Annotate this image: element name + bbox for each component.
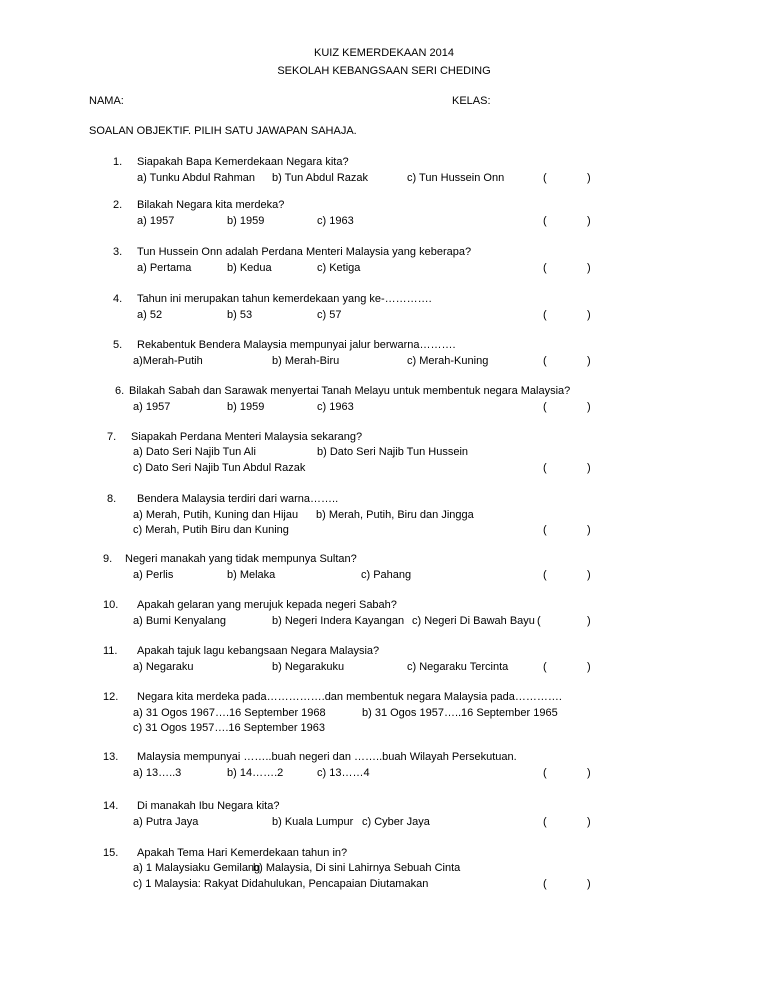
question-number: 14.	[103, 800, 119, 812]
question-text: Apakah Tema Hari Kemerdekaan tahun in?	[137, 847, 348, 859]
option-c[interactable]: c) Pahang	[361, 569, 412, 581]
option-c[interactable]: c) 57	[317, 309, 342, 321]
option-a[interactable]: a) Putra Jaya	[133, 816, 199, 828]
answer-box-close: )	[587, 878, 591, 890]
answer-box-open: (	[543, 309, 547, 321]
answer-box-open: (	[543, 661, 547, 673]
quiz-title: KUIZ KEMERDEKAAN 2014	[314, 47, 454, 59]
answer-box-open: (	[537, 615, 541, 627]
answer-box-close: )	[587, 661, 591, 673]
option-a[interactable]: a) 31 Ogos 1967….16 September 1968	[133, 707, 326, 719]
question-number: 15.	[103, 847, 119, 859]
question-number: 7.	[107, 431, 117, 443]
option-b[interactable]: b) Melaka	[227, 569, 276, 581]
school-name: SEKOLAH KEBANGSAAN SERI CHEDING	[277, 65, 491, 77]
option-a[interactable]: a) Merah, Putih, Kuning dan Hijau	[133, 509, 299, 521]
answer-box-close: )	[587, 215, 591, 227]
question-text: Di manakah Ibu Negara kita?	[137, 800, 280, 812]
answer-box-close: )	[587, 462, 591, 474]
question-text: Tun Hussein Onn adalah Perdana Menteri Malaysia yang keberapa?	[137, 246, 472, 258]
option-b[interactable]: b) Malaysia, Di sini Lahirnya Sebuah Cinta	[253, 862, 461, 874]
option-a[interactable]: a) 52	[137, 309, 163, 321]
option-b[interactable]: b) Negeri Indera Kayangan	[272, 615, 405, 627]
option-b[interactable]: b) 1959	[227, 401, 265, 413]
option-a[interactable]: a) 1 Malaysiaku Gemilang	[133, 862, 261, 874]
question-number: 4.	[113, 293, 123, 305]
answer-box-close: )	[587, 262, 591, 274]
option-c[interactable]: c) Merah, Putih Biru dan Kuning	[133, 524, 289, 536]
question-number: 6.	[115, 385, 125, 397]
option-b[interactable]: b) 14…….2	[227, 767, 284, 779]
option-a[interactable]: a) Dato Seri Najib Tun Ali	[133, 446, 256, 458]
answer-box-open: (	[543, 816, 547, 828]
answer-box-open: (	[543, 524, 547, 536]
question-text: Apakah tajuk lagu kebangsaan Negara Malaysia?	[137, 645, 380, 657]
question-number: 9.	[103, 553, 113, 565]
question-text: Bilakah Negara kita merdeka?	[137, 199, 285, 211]
option-a[interactable]: a) Pertama	[137, 262, 192, 274]
option-b[interactable]: b) Tun Abdul Razak	[272, 172, 369, 184]
kelas-label: KELAS:	[452, 95, 491, 107]
question-7	[0, 430, 768, 490]
option-c[interactable]: c) Cyber Jaya	[362, 816, 430, 828]
question-text: Rekabentuk Bendera Malaysia mempunyai jalur berwarna……….	[137, 339, 456, 351]
option-c[interactable]: c) 1963	[317, 215, 354, 227]
question-number: 1.	[113, 156, 123, 168]
instruction-text: SOALAN OBJEKTIF. PILIH SATU JAWAPAN SAHAJA.	[89, 125, 357, 137]
answer-box-close: )	[587, 767, 591, 779]
option-b[interactable]: b) 53	[227, 309, 253, 321]
option-b[interactable]: b) Merah, Putih, Biru dan Jingga	[316, 509, 474, 521]
question-text: Malaysia mempunyai ……..buah negeri dan ……..buah Wilayah Persekutuan.	[137, 751, 517, 763]
question-text: Negeri manakah yang tidak mempunya Sultan?	[125, 553, 357, 565]
option-b[interactable]: b) Dato Seri Najib Tun Hussein	[317, 446, 469, 458]
question-15	[0, 846, 768, 906]
option-c[interactable]: c) Tun Hussein Onn	[407, 172, 505, 184]
option-a[interactable]: a) 1957	[137, 215, 175, 227]
option-c[interactable]: c) 1963	[317, 401, 354, 413]
option-a[interactable]: a) Negaraku	[133, 661, 194, 673]
option-b[interactable]: b) 1959	[227, 215, 265, 227]
option-a[interactable]: a) Bumi Kenyalang	[133, 615, 226, 627]
answer-box-close: )	[587, 524, 591, 536]
nama-label: NAMA:	[89, 95, 124, 107]
answer-box-close: )	[587, 309, 591, 321]
answer-box-close: )	[587, 569, 591, 581]
option-c[interactable]: c) 31 Ogos 1957….16 September 1963	[133, 722, 326, 734]
question-number: 11.	[103, 645, 118, 657]
option-c[interactable]: c) Negeri Di Bawah Bayu	[412, 615, 535, 627]
answer-box-open: (	[543, 215, 547, 227]
answer-box-open: (	[543, 462, 547, 474]
answer-box-open: (	[543, 355, 547, 367]
answer-box-close: )	[587, 615, 591, 627]
option-c[interactable]: c) Dato Seri Najib Tun Abdul Razak	[133, 462, 306, 474]
answer-box-open: (	[543, 401, 547, 413]
option-b[interactable]: b) 31 Ogos 1957…..16 September 1965	[362, 707, 558, 719]
answer-box-open: (	[543, 262, 547, 274]
question-number: 3.	[113, 246, 123, 258]
option-c[interactable]: c) 13……4	[317, 767, 370, 779]
question-12	[0, 690, 768, 750]
question-number: 10.	[103, 599, 119, 611]
option-c[interactable]: c) 1 Malaysia: Rakyat Didahulukan, Pencapaian Diutamakan	[133, 878, 429, 890]
question-text: Siapakah Bapa Kemerdekaan Negara kita?	[137, 156, 349, 168]
answer-box-close: )	[587, 355, 591, 367]
option-a[interactable]: a)Merah-Putih	[133, 355, 203, 367]
answer-box-open: (	[543, 172, 547, 184]
option-a[interactable]: a) 13…..3	[133, 767, 182, 779]
option-c[interactable]: c) Negaraku Tercinta	[407, 661, 509, 673]
question-text: Siapakah Perdana Menteri Malaysia sekarang?	[131, 431, 363, 443]
answer-box-close: )	[587, 172, 591, 184]
question-text: Bilakah Sabah dan Sarawak menyertai Tanah Melayu untuk membentuk negara Malaysia?	[129, 385, 571, 397]
question-text: Negara kita merdeka pada…………….dan membentuk negara Malaysia pada………….	[137, 691, 562, 703]
answer-box-open: (	[543, 878, 547, 890]
answer-box-open: (	[543, 767, 547, 779]
option-b[interactable]: b) Kedua	[227, 262, 272, 274]
question-number: 8.	[107, 493, 117, 505]
question-8	[0, 492, 768, 552]
question-text: Tahun ini merupakan tahun kemerdekaan yang ke-………….	[137, 293, 432, 305]
option-b[interactable]: b) Merah-Biru	[272, 355, 340, 367]
question-number: 13.	[103, 751, 119, 763]
option-b[interactable]: b) Negarakuku	[272, 661, 345, 673]
option-a[interactable]: a) Perlis	[133, 569, 174, 581]
question-text: Apakah gelaran yang merujuk kepada negeri Sabah?	[137, 599, 397, 611]
option-a[interactable]: a) Tunku Abdul Rahman	[137, 172, 256, 184]
option-c[interactable]: c) Ketiga	[317, 262, 361, 274]
question-number: 2.	[113, 199, 123, 211]
question-number: 12.	[103, 691, 119, 703]
question-number: 5.	[113, 339, 123, 351]
answer-box-close: )	[587, 816, 591, 828]
question-text: Bendera Malaysia terdiri dari warna……..	[137, 493, 339, 505]
option-b[interactable]: b) Kuala Lumpur	[272, 816, 354, 828]
answer-box-close: )	[587, 401, 591, 413]
option-c[interactable]: c) Merah-Kuning	[407, 355, 489, 367]
answer-box-open: (	[543, 569, 547, 581]
option-a[interactable]: a) 1957	[133, 401, 171, 413]
